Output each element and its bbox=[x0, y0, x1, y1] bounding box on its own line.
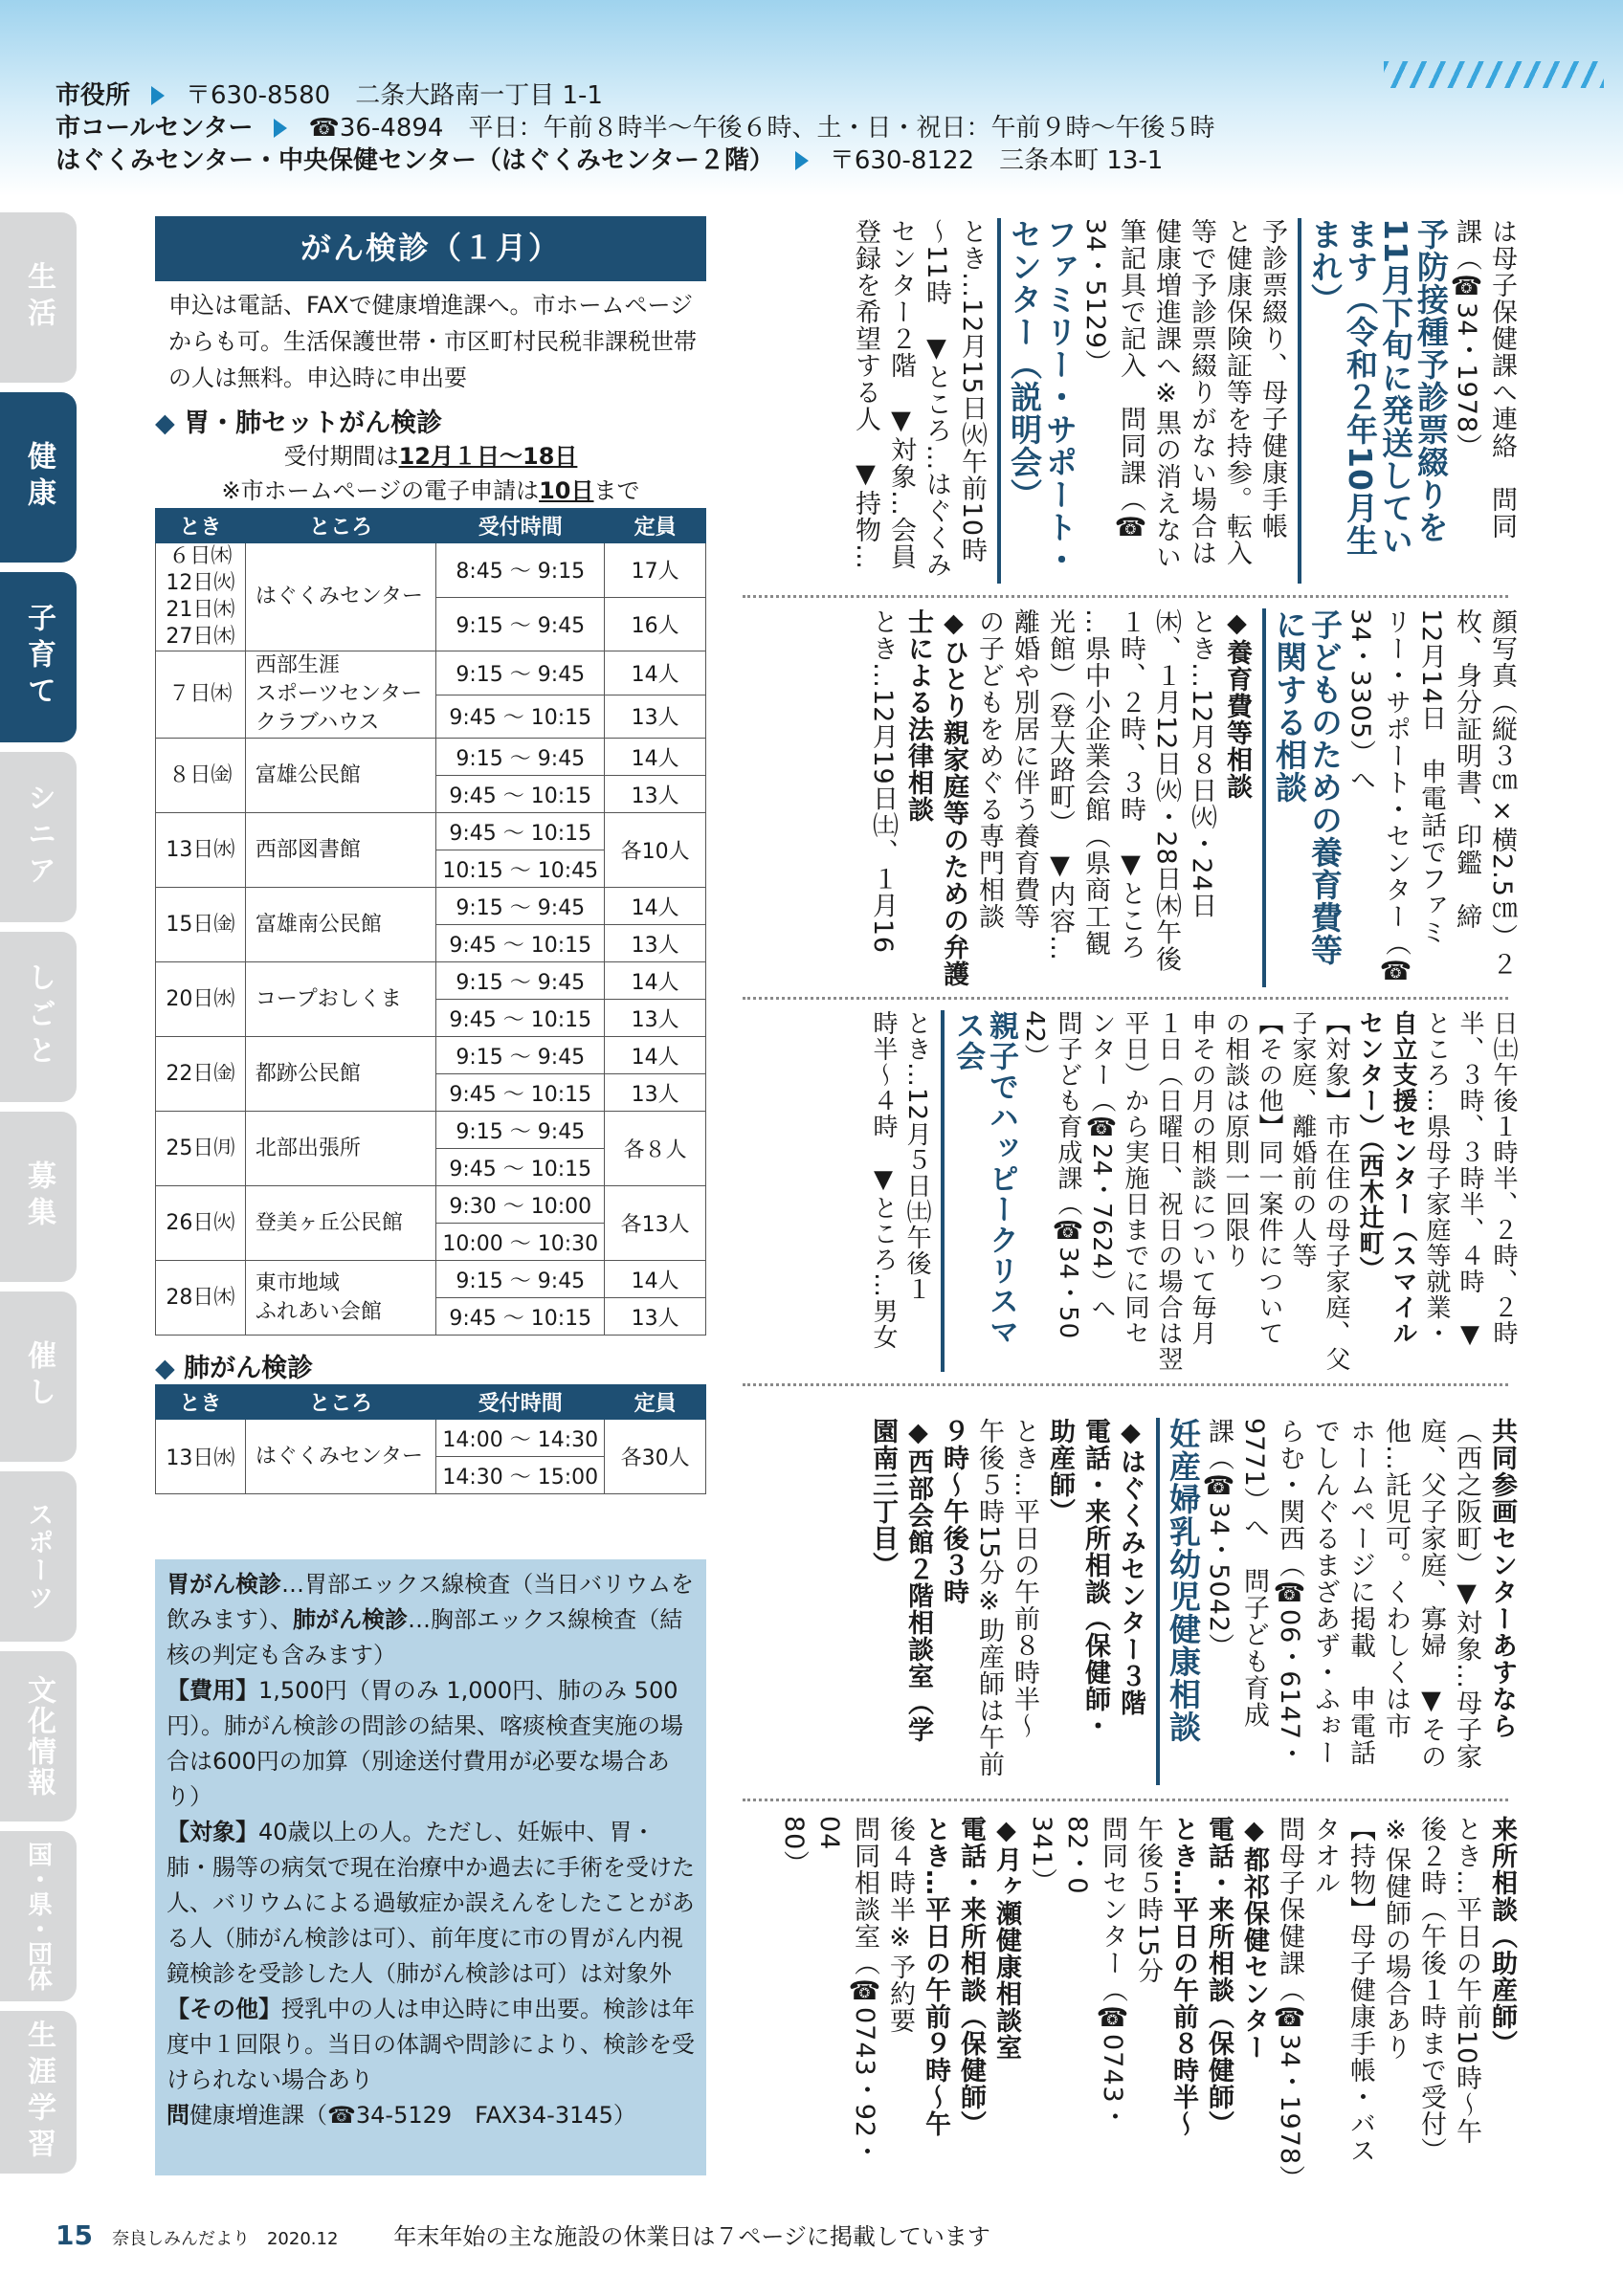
table-row bbox=[156, 888, 706, 925]
date-cell: ６日㈭ 12日㈫ 21日㈭ 27日㈭ bbox=[156, 543, 246, 651]
tab-organizations[interactable]: 国・県・団体 bbox=[0, 1831, 77, 2001]
tab-culture[interactable]: 文化情報 bbox=[0, 1651, 77, 1821]
section-title: がん検診（１月） bbox=[155, 216, 706, 281]
place-cell: 富雄南公民館 bbox=[245, 888, 436, 962]
divider bbox=[743, 595, 1508, 598]
date-cell: ７日㈭ bbox=[156, 651, 246, 739]
capacity-cell: 14人 bbox=[605, 888, 706, 925]
capacity-cell: 13人 bbox=[605, 925, 706, 962]
table-row bbox=[156, 813, 706, 850]
table-row bbox=[156, 1112, 706, 1149]
table-row bbox=[156, 1261, 706, 1298]
divider bbox=[743, 997, 1508, 1000]
time-cell: 9:15 ～ 9:45 bbox=[436, 1261, 605, 1298]
capacity-cell: 各10人 bbox=[605, 813, 706, 888]
arrow-icon bbox=[151, 86, 165, 105]
tab-life[interactable]: 生活 bbox=[0, 212, 77, 383]
place-cell: はぐくみセンター bbox=[245, 543, 436, 651]
capacity-cell: 14人 bbox=[605, 651, 706, 695]
table-header-row: とき ところ 受付時間 定員 bbox=[156, 509, 706, 543]
capacity-cell: 各８人 bbox=[605, 1112, 706, 1186]
decorative-slashes bbox=[1384, 61, 1604, 88]
row3-block: 日㈯午後１時半、２時、２時 半、３時、３時半、４時 ▼ ところ…県母子家庭等就業・ 自立支援センター（スマイル センター）（西木辻町） 【対象】市在住の母子家庭、父 子家庭、離婚前の人等 【その他】同一案件について の相談は原則一回限り 申その月の相談について毎月 １日（日曜日、祝日の場合は翌 平日）から実施日までに同セ ンター（☎24・7624）へ 問子ども育成課（☎34・50 42） 親子でハッピークリスマス会 とき…12月５日㈯午後１ 時半～４時 ▼ところ…男女 bbox=[869, 1010, 1518, 1372]
child-support-heading: 子どものための養育費等に関する相談 bbox=[1262, 608, 1343, 987]
row1-block: は母子保健課へ連絡 問同 課（☎34・1978） 予防接種予診票綴りを11月下旬に発送しています（令和２年10月生まれ） 予診票綴り、母子健康手帳 と健康保険証等を持参。転入 等で予診票綴りがない場合は 健康増進課へ※黒の消えない 筆記具で記入 問同課（☎ 34・5129） ファミリー・サポート・センター（説明会） とき…12月15日㈫午前10時 ～11時 ▼ところ…はぐくみ センター２階 ▼対象…会員 登録を希望する人 ▼持物… bbox=[848, 218, 1520, 584]
table-row: 13日㈬ はぐくみセンター 14:00 ～ 14:30 各30人 bbox=[156, 1420, 706, 1457]
header-line-hagukumi: はぐくみセンター・中央保健センター（はぐくみセンター２階） 〒630-8122 三条本町 13-1 bbox=[56, 146, 1164, 175]
time-cell: 9:45 ～ 10:15 bbox=[436, 1074, 605, 1112]
table-row bbox=[156, 1186, 706, 1224]
time-cell: 9:15 ～ 9:45 bbox=[436, 888, 605, 925]
info-item: 【その他】授乳中の人は申込時に申出要。検診は年度中１回限り。当日の体調や問診により、検診を受けられない場合あり bbox=[167, 1996, 695, 2093]
table-row bbox=[156, 739, 706, 776]
time-cell: 9:45 ～ 10:15 bbox=[436, 695, 605, 739]
capacity-cell: 13人 bbox=[605, 776, 706, 813]
capacity-cell: 14人 bbox=[605, 1037, 706, 1074]
date-cell: 20日㈬ bbox=[156, 962, 246, 1037]
divider bbox=[743, 1383, 1508, 1386]
capacity-cell: 14人 bbox=[605, 962, 706, 1000]
place-cell: 東市地域 ふれあい会館 bbox=[245, 1261, 436, 1336]
tab-health[interactable]: 健康 bbox=[0, 392, 77, 563]
arrow-icon bbox=[274, 119, 287, 138]
reception-period: 受付期間は12月１日～18日 bbox=[283, 443, 578, 470]
tab-events[interactable]: 催し bbox=[0, 1292, 77, 1462]
tab-sports[interactable]: スポーツ bbox=[0, 1471, 77, 1642]
capacity-cell: 13人 bbox=[605, 1298, 706, 1336]
time-cell: 9:15 ～ 9:45 bbox=[436, 1112, 605, 1149]
capacity-cell: 13人 bbox=[605, 1074, 706, 1112]
time-cell: 9:30 ～ 10:00 bbox=[436, 1186, 605, 1224]
place-cell: 富雄公民館 bbox=[245, 739, 436, 813]
time-cell: 9:45 ～ 10:15 bbox=[436, 925, 605, 962]
diamond-icon: ◆ bbox=[155, 408, 175, 438]
table-row: 14:30 ～ 15:00 bbox=[156, 1457, 706, 1494]
time-cell: 9:15 ～ 9:45 bbox=[436, 739, 605, 776]
capacity-cell: 17人 bbox=[605, 543, 706, 598]
row5-block: 来所相談（助産師） とき…平日の午前10時～午 後２時（午後１時まで受付） ※保健師の場合あり 【持物】母子健康手帳・バス タオル 問母子保健課（☎34・1978） ◆都祁保健センター 電話・来所相談（保健師） とき…平日の午前８時半～ 午後５時15分 問同センター（☎0743・82・0 341） ◆月ヶ瀬健康相談室 電話・来所相談（保健師） とき…平日の午前９時～午 後４時半※予約要 問同相談室（☎0743・92・04 80） bbox=[779, 1816, 1517, 2193]
time-cell: 9:15 ～ 9:45 bbox=[436, 962, 605, 1000]
capacity-cell: 14人 bbox=[605, 1261, 706, 1298]
place-cell: 北部出張所 bbox=[245, 1112, 436, 1186]
vaccination-heading: 予防接種予診票綴りを11月下旬に発送しています（令和２年10月生まれ） bbox=[1298, 218, 1449, 584]
header-line-cityhall: 市役所 〒630-8580 二条大路南一丁目 1-1 bbox=[56, 81, 603, 110]
christmas-party-heading: 親子でハッピークリスマス会 bbox=[941, 1010, 1017, 1372]
info-item: 【対象】40歳以上の人。ただし、妊娠中、胃・肺・腸等の病気で現在治療中か過去に手術を受けた人、バリウムによる過敏症か誤えんをしたことがある人（肺がん検診は可）、前年度に市の胃がん内視鏡検診を受診した人（肺がん検診は可）は対象外 bbox=[167, 1819, 695, 1987]
set-screening-heading: ◆ 胃・肺セットがん検診 bbox=[155, 408, 443, 438]
place-cell: 西部図書館 bbox=[245, 813, 436, 888]
table-row bbox=[156, 1037, 706, 1074]
place-cell: コープおしくま bbox=[245, 962, 436, 1037]
time-cell: 10:00 ～ 10:30 bbox=[436, 1224, 605, 1261]
family-support-heading: ファミリー・サポート・センター（説明会） bbox=[997, 218, 1078, 584]
row4-block: 共同参画センターあすなら （西之阪町）▼対象…母子家 庭、父子家庭、寡婦 ▼その 他…託児可。くわしくは市 ホームページに掲載 申電話 でしんぐるまざあず・ふぉー らむ・関西（☎06・6147・ 9771）へ 問子ども育成 課（☎34・5042） 妊産婦乳幼児健康相談 ◆はぐくみセンター３階 電話・来所相談（保健師・ 助産師） とき…平日の午前８時半～ 午後５時15分※助産師は午前 ９時～午後３時 ◆西部会館２階相談室（学 園南三丁目） bbox=[865, 1418, 1520, 1785]
tab-recruit[interactable]: 募集 bbox=[0, 1112, 77, 1282]
e-application-note: ※市ホームページの電子申請は10日まで bbox=[221, 477, 640, 504]
info-contact: 問健康増進課（☎34-5129 FAX34-3145） bbox=[167, 2102, 636, 2129]
time-cell: 9:45 ～ 10:15 bbox=[436, 1000, 605, 1037]
date-cell: 15日㈮ bbox=[156, 888, 246, 962]
time-cell: 9:45 ～ 10:15 bbox=[436, 1149, 605, 1186]
place-cell: 登美ヶ丘公民館 bbox=[245, 1186, 436, 1261]
tab-lifelong-learning[interactable]: 生涯学習 bbox=[0, 2011, 77, 2174]
place-cell: 都跡公民館 bbox=[245, 1037, 436, 1112]
table-row bbox=[156, 543, 706, 598]
time-cell: 9:45 ～ 10:15 bbox=[436, 776, 605, 813]
lung-schedule-table bbox=[155, 1384, 706, 1494]
maternal-health-heading: 妊産婦乳幼児健康相談 bbox=[1156, 1418, 1201, 1785]
capacity-cell: 16人 bbox=[605, 597, 706, 651]
table-row bbox=[156, 962, 706, 1000]
time-cell: 9:15 ～ 9:45 bbox=[436, 1037, 605, 1074]
cancer-screening-section bbox=[155, 216, 706, 1494]
table-header-row: とき ところ 受付時間 定員 bbox=[156, 1385, 706, 1420]
capacity-cell: 13人 bbox=[605, 1000, 706, 1037]
row2-block: 顔写真（縦３㎝×横2.5㎝）２ 枚、身分証明書、印鑑 締 12月14日 申電話でファミ リー・サポート・センター（☎ 34・3305）へ 子どものための養育費等に関する相談 ◆養育費等相談 とき…12月８日㈫・24日 ㈭、１月12日㈫・28日㈭午後 １時、２時、３時 ▼ところ …県中小企業会館（県商工観 光館）（登大路町） ▼内容… 離婚や別居に伴う養育費等 の子どもをめぐる専門相談 ◆ひとり親家庭等のための弁護士による法律相談 とき…12月19日㈯、１月16 bbox=[868, 608, 1517, 987]
lung-screening-heading: ◆ 肺がん検診 bbox=[155, 1354, 314, 1383]
tab-senior[interactable]: シニア bbox=[0, 752, 77, 922]
date-cell: 22日㈮ bbox=[156, 1037, 246, 1112]
set-schedule-table bbox=[155, 508, 706, 1336]
footer-note: 年末年始の主な施設の休業日は７ページに掲載しています bbox=[393, 2223, 990, 2250]
diamond-icon: ◆ bbox=[155, 1354, 175, 1383]
date-cell: 25日㈪ bbox=[156, 1112, 246, 1186]
capacity-cell: 13人 bbox=[605, 695, 706, 739]
tab-childcare[interactable]: 子育て bbox=[0, 572, 77, 742]
header-line-callcenter: 市コールセンター ☎36-4894 平日：午前８時半～午後６時、土・日・祝日：午前９時～午後５時 bbox=[56, 114, 1215, 143]
arrow-icon bbox=[795, 151, 809, 170]
time-cell: 10:15 ～ 10:45 bbox=[436, 850, 605, 888]
page-number: 15 bbox=[56, 2219, 93, 2251]
capacity-cell: 各13人 bbox=[605, 1186, 706, 1261]
table-row bbox=[156, 651, 706, 695]
info-item: 【費用】1,500円（胃のみ 1,000円、肺のみ 500円）。肺がん検診の問診の結果、喀痰検査実施の場合は600円の加算（別途送付費用が必要な場合あり） bbox=[167, 1677, 683, 1810]
time-cell: 9:45 ～ 10:15 bbox=[436, 1298, 605, 1336]
time-cell: 8:45 ～ 9:15 bbox=[436, 543, 605, 598]
date-cell: 28日㈭ bbox=[156, 1261, 246, 1336]
magazine-name: 奈良しみんだより 2020.12 bbox=[111, 2229, 339, 2249]
info-item: 胃がん検診…胃部エックス線検査（当日バリウムを飲みます）、肺がん検診…胸部エックス線検査（結核の判定も含みます） bbox=[167, 1571, 695, 1668]
divider bbox=[743, 1799, 1508, 1801]
tab-work[interactable]: しごと bbox=[0, 932, 77, 1102]
date-cell: ８日㈮ bbox=[156, 739, 246, 813]
date-cell: 26日㈫ bbox=[156, 1186, 246, 1261]
date-cell: 13日㈬ bbox=[156, 813, 246, 888]
capacity-cell: 14人 bbox=[605, 739, 706, 776]
time-cell: 9:15 ～ 9:45 bbox=[436, 597, 605, 651]
time-cell: 9:15 ～ 9:45 bbox=[436, 651, 605, 695]
time-cell: 9:45 ～ 10:15 bbox=[436, 813, 605, 850]
intro-text: 申込は電話、FAXで健康増進課へ。市ホームページからも可。生活保護世帯・市区町村民税非課税世帯の人は無料。申込時に申出要 bbox=[168, 292, 697, 391]
screening-info-box bbox=[155, 1559, 706, 2175]
page-footer bbox=[56, 2218, 990, 2251]
place-cell: 西部生涯 スポーツセンター クラブハウス bbox=[245, 651, 436, 739]
